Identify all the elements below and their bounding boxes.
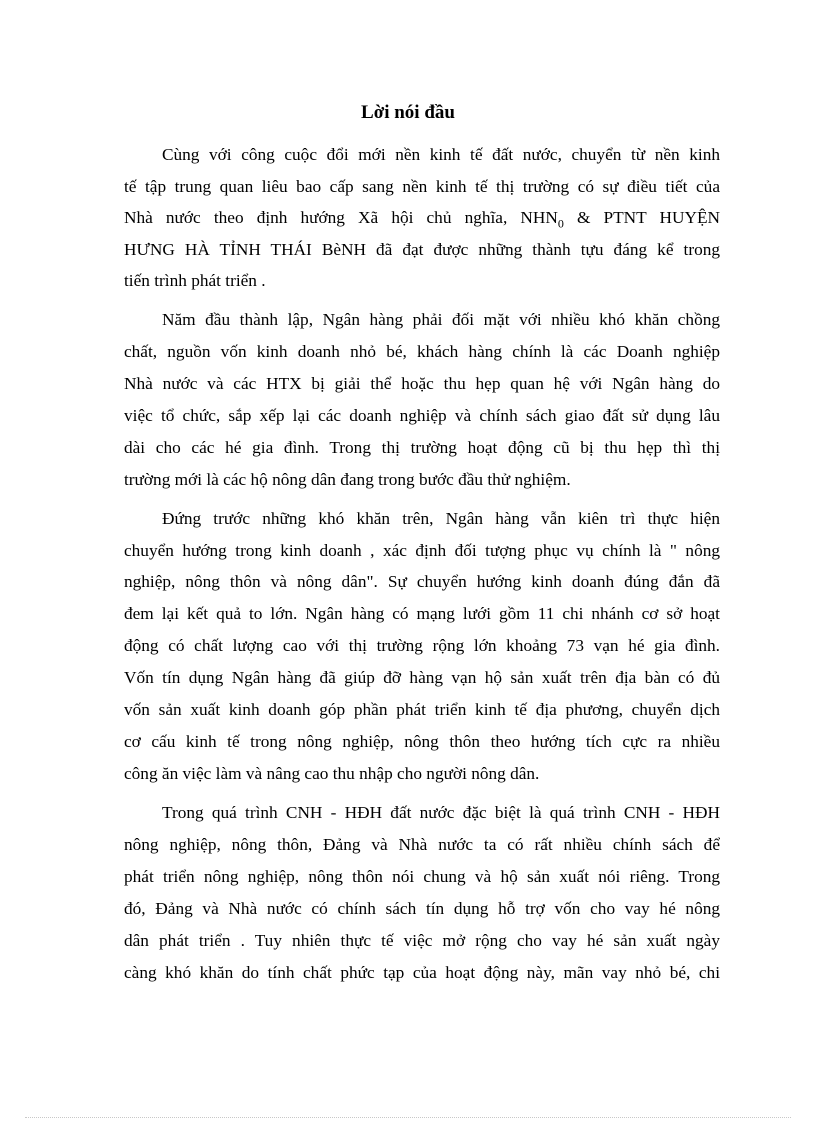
paragraph-3-line-8: cơ cấu kinh tế trong nông nghiệp, nông thôn theo hướng tích cực ra nhiều — [124, 732, 720, 751]
paragraph-2-line-6: trường mới là các hộ nông dân đang trong bước đầu thử nghiệm. — [124, 470, 571, 489]
paragraph-4-line-4: đó, Đảng và Nhà nước có chính sách tín dụng hỗ trợ vốn cho vay hé nông — [124, 899, 720, 918]
paragraph-2-line-4: việc tổ chức, sắp xếp lại các doanh nghiệp và chính sách giao đất sử dụng lâu — [124, 406, 720, 425]
paragraph-3-line-7: vốn sản xuất kinh doanh góp phần phát triển kinh tế địa phương, chuyển dịch — [124, 700, 720, 719]
paragraph-1-line-3 — [124, 202, 720, 233]
page-title: Lời nói đầu — [361, 102, 455, 123]
paragraph-1-line-5: tiến trình phát triển . — [124, 271, 266, 290]
paragraph-4-line-6: càng khó khăn do tính chất phức tạp của hoạt động này, mãn vay nhỏ bé, chi — [124, 963, 720, 982]
paragraph-2-line-3: Nhà nước và các HTX bị giải thể hoặc thu hẹp quan hệ với Ngân hàng do — [124, 374, 720, 393]
paragraph-3-line-4: đem lại kết quả to lớn. Ngân hàng có mạng lưới gồm 11 chi nhánh cơ sở hoạt — [124, 604, 720, 623]
paragraph-1-line-3-text: Nhà nước theo định hướng Xã hội chủ nghĩa, NHN — [124, 208, 558, 227]
paragraph-1-line-4: HƯNG HÀ TỈNH THÁI BèNH đã đạt được những thành tựu đáng kể trong — [124, 240, 720, 259]
paragraph-2-line-2: chất, nguồn vốn kinh doanh nhỏ bé, khách hàng chính là các Doanh nghiệp — [124, 342, 720, 361]
paragraph-4-line-3: phát triển nông nghiệp, nông thôn nói chung và hộ sản xuất nói riêng. Trong — [124, 867, 720, 886]
paragraph-1-line-3-tail: & PTNT HUYỆN — [563, 208, 720, 227]
subscript-zero: 0 — [557, 216, 564, 231]
paragraph-3-line-3: nghiệp, nông thôn và nông dân". Sự chuyển hướng kinh doanh đúng đắn đã — [124, 572, 720, 591]
paragraph-2-line-1: Năm đầu thành lập, Ngân hàng phải đối mặt với nhiều khó khăn chồng — [162, 310, 720, 329]
paragraph-2-line-5: dài cho các hé gia đình. Trong thị trường hoạt động cũ bị thu hẹp thì thị — [124, 438, 720, 457]
page-bottom-divider — [25, 1117, 791, 1118]
paragraph-3-line-1: Đứng trước những khó khăn trên, Ngân hàng vẫn kiên trì thực hiện — [162, 509, 720, 528]
paragraph-3-line-5: động có chất lượng cao với thị trường rộng lớn khoảng 73 vạn hé gia đình. — [124, 636, 720, 655]
paragraph-1-line-1: Cùng với công cuộc đổi mới nền kinh tế đất nước, chuyển từ nền kinh — [162, 145, 720, 164]
paragraph-4-line-2: nông nghiệp, nông thôn, Đảng và Nhà nước ta có rất nhiều chính sách để — [124, 835, 720, 854]
paragraph-4-line-1: Trong quá trình CNH - HĐH đất nước đặc biệt là quá trình CNH - HĐH — [162, 803, 720, 822]
paragraph-3-line-2: chuyển hướng trong kinh doanh , xác định đối tượng phục vụ chính là " nông — [124, 541, 720, 560]
paragraph-4-line-5: dân phát triển . Tuy nhiên thực tế việc mở rộng cho vay hé sản xuất ngày — [124, 931, 720, 950]
paragraph-3-line-6: Vốn tín dụng Ngân hàng đã giúp đỡ hàng vạn hộ sản xuất trên địa bàn có đủ — [124, 668, 720, 687]
paragraph-1-line-2: tế tập trung quan liêu bao cấp sang nền kinh tế thị trường có sự điều tiết của — [124, 177, 720, 196]
paragraph-3-line-9: công ăn việc làm và nâng cao thu nhập cho người nông dân. — [124, 764, 540, 783]
